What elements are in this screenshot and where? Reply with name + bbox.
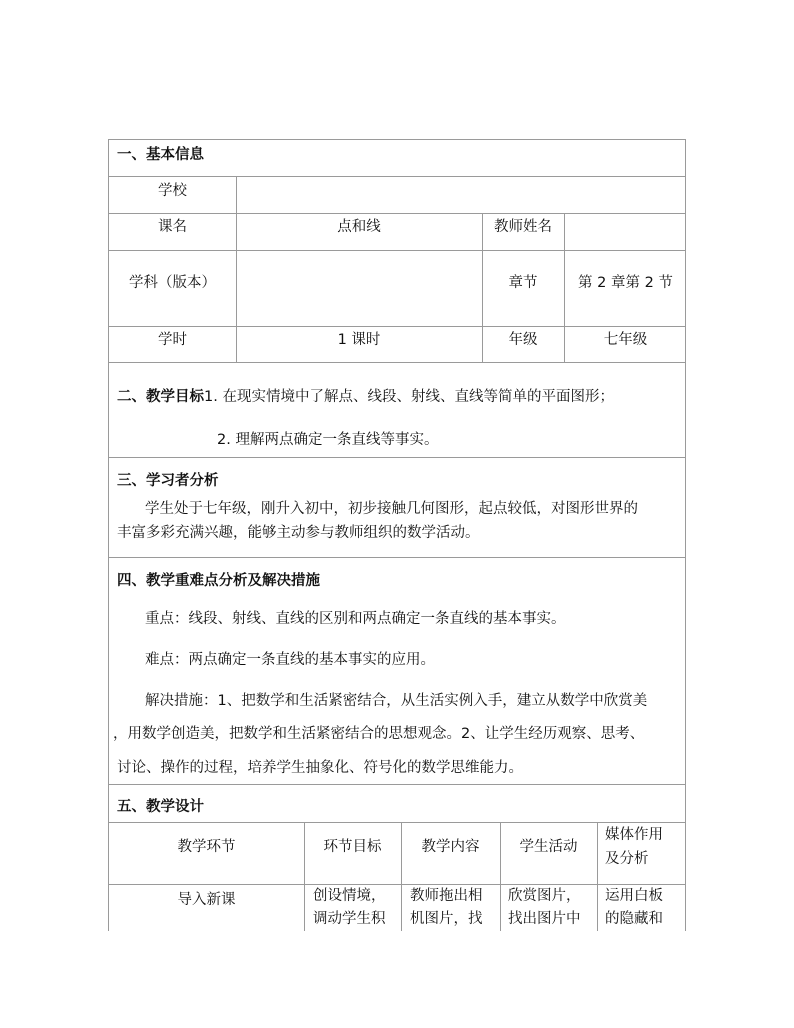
header-student-activity: 学生活动 [519, 839, 578, 855]
row-divider [109, 557, 685, 558]
measure-line-1: 解决措施：1、把数学和生活紧密结合，从生活实例入手，建立从数学中欣赏美 [145, 693, 648, 709]
header-teaching-content: 教学内容 [421, 839, 480, 855]
header-media-role-line2: 及分析 [605, 851, 649, 867]
school-label: 学校 [158, 183, 187, 199]
grade-value: 七年级 [603, 332, 648, 348]
teacher-label: 教师姓名 [494, 219, 552, 235]
lesson-plan-table [108, 139, 686, 931]
section-heading-learner-analysis: 三、学习者分析 [117, 473, 219, 489]
row-divider [109, 457, 685, 458]
section-heading-key-points: 四、教学重难点分析及解决措施 [117, 573, 320, 589]
col-divider [597, 822, 598, 931]
row-divider [109, 250, 685, 251]
hours-label: 学时 [158, 332, 187, 348]
course-value: 点和线 [337, 219, 381, 235]
learner-analysis-line-2: 丰富多彩充满兴趣，能够主动参与教师组织的数学活动。 [117, 525, 480, 541]
chapter-label: 章节 [508, 275, 538, 291]
grade-label: 年级 [508, 332, 538, 348]
row-divider [109, 822, 685, 823]
key-point-text: 重点：线段、射线、直线的区别和两点确定一条直线的基本事实。 [145, 611, 566, 627]
activity-cell-line1: 欣赏图片， [508, 888, 581, 904]
goal-1: 1. 在现实情境中了解点、线段、射线、直线等简单的平面图形； [204, 389, 614, 405]
row-divider [109, 884, 685, 885]
row-divider [109, 784, 685, 785]
media-cell-line2: 的隐藏和 [605, 911, 663, 927]
goal-2: 2. 理解两点确定一条直线等事实。 [217, 432, 439, 448]
row-divider [109, 213, 685, 214]
goal-cell-line1: 创设情境， [313, 888, 386, 904]
teaching-goals-line [117, 387, 614, 407]
learner-analysis-line-1: 学生处于七年级，刚升入初中，初步接触几何图形，起点较低，对图形世界的 [145, 501, 638, 517]
row-divider [109, 326, 685, 327]
measure-line-3: 讨论、操作的过程，培养学生抽象化、符号化的数学思维能力。 [117, 760, 523, 776]
course-label: 课名 [158, 219, 187, 235]
header-teaching-stage: 教学环节 [177, 839, 236, 855]
media-cell-line1: 运用白板 [605, 888, 663, 904]
hours-value: 1 课时 [337, 332, 381, 348]
difficulty-text: 难点：两点确定一条直线的基本事实的应用。 [145, 652, 435, 668]
row-divider [109, 176, 685, 177]
section-heading-teaching-design: 五、教学设计 [117, 799, 204, 815]
header-media-role-line1: 媒体作用 [605, 827, 663, 843]
header-stage-goal: 环节目标 [323, 839, 382, 855]
measure-line-2: ，用数学创造美，把数学和生活紧密结合的思想观念。2、让学生经历观察、思考、 [113, 726, 645, 742]
chapter-value: 第 2 章第 2 节 [578, 275, 673, 291]
subject-label: 学科（版本） [129, 275, 216, 291]
content-cell-line1: 教师拖出相 [410, 888, 483, 904]
section-heading-goals: 二、教学目标 [117, 389, 204, 405]
section-heading-basic-info: 一、基本信息 [117, 147, 204, 163]
content-cell-line2: 机图片，找 [410, 911, 483, 927]
row-divider [109, 362, 685, 363]
stage-intro: 导入新课 [177, 892, 236, 908]
goal-cell-line2: 调动学生积 [313, 911, 386, 927]
activity-cell-line2: 找出图片中 [508, 911, 581, 927]
